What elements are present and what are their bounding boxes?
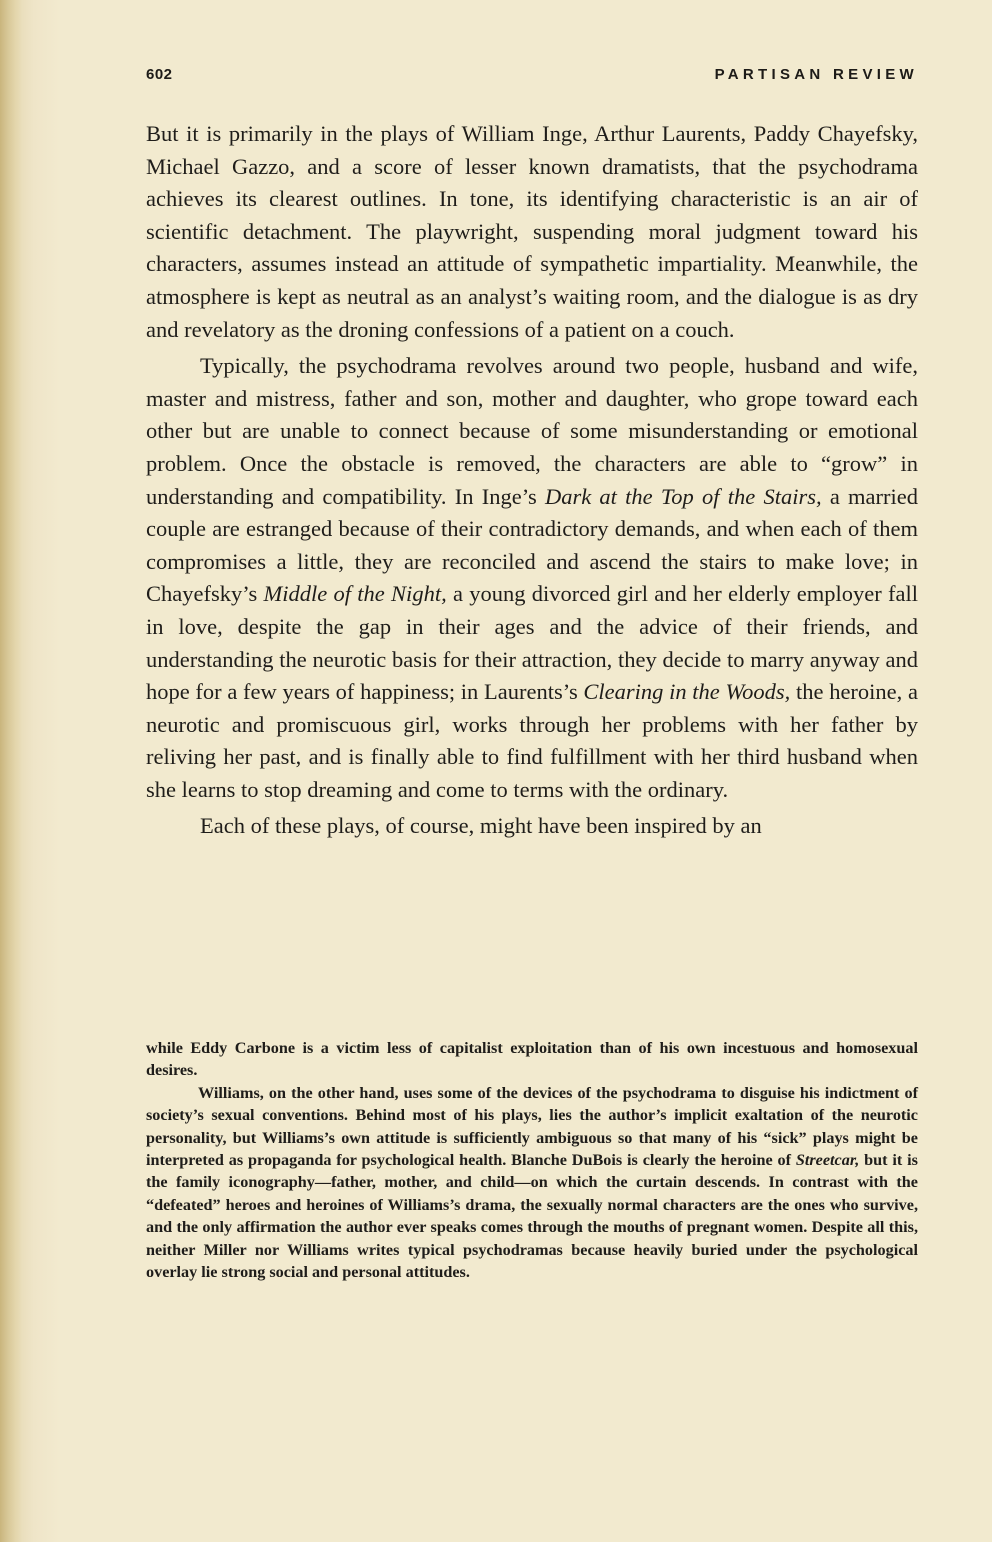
footnote-paragraph-2-part-b: but it is the family iconography—father, mother, and child—on which the curtain descends. In contrast with the “defeated” heroes and heroines of Williams’s drama, the sexually normal characters are the ones who survive, and the only affirmation the author ever speaks comes through the mouths of pregnant women. Despite all this, neither Miller nor Williams writes typical psychodramas because heavily buried under the psychological overlay lie strong social and personal attitudes. [146, 1151, 918, 1282]
footnote-paragraph-2 [146, 1082, 918, 1284]
footnote [146, 1037, 918, 1283]
page-number: 602 [146, 66, 173, 83]
page-header [146, 64, 918, 90]
play-title-middle-of-the-night: Middle of the Night, [263, 581, 447, 607]
page-binding-shadow [0, 0, 22, 1542]
paragraph-2 [146, 350, 918, 806]
paragraph-2-part-b: a married couple are estranged because of their contradictory demands, and when each of them compromises a little, they are reconciled and ascend the stairs to make love; in Chayefsky’s [146, 483, 919, 607]
running-head: PARTISAN REVIEW [714, 66, 918, 83]
play-title-clearing-in-the-woods: Clearing in the Woods, [583, 679, 791, 705]
play-title-streetcar: Streetcar, [795, 1151, 860, 1170]
footnote-paragraph-2-part-a: Williams, on the other hand, uses some of the devices of the psychodrama to disguise his indictment of society’s sexual conventions. Behind most of his plays, lies the author’s implicit exaltation of the neurotic personality, but Williams’s own attitude is sufficiently ambiguous so that many of his “sick” plays might be interpreted as propaganda for psychological health. Blanche DuBois is clearly the heroine of [146, 1083, 918, 1170]
play-title-dark-at-the-top: Dark at the Top of the Stairs, [544, 483, 822, 509]
footnote-paragraph-1: while Eddy Carbone is a victim less of capitalist exploitation than of his own incestuous and homosexual desires. [146, 1039, 918, 1080]
paragraph-2-part-a: Typically, the psychodrama revolves around two people, husband and wife, master and mistress, father and son, mother and daughter, who grope toward each other but are unable to connect because of some misunderstanding or emotional problem. Once the obstacle is removed, the characters are able to “grow” in understanding and compatibility. In Inge’s [146, 353, 918, 509]
paragraph-3: Each of these plays, of course, might have been inspired by an [200, 813, 762, 839]
paragraph-1: But it is primarily in the plays of William Inge, Arthur Laurents, Paddy Chayefsky, Michael Gazzo, and a score of lesser known dramatists, that the psychodrama achieves its clearest outlines. In tone, its identifying characteristic is an air of scientific detachment. The playwright, suspending moral judgment toward his characters, assumes instead an attitude of sympathetic impartiality. Meanwhile, the atmosphere is kept as neutral as an analyst’s waiting room, and the dialogue is as dry and revelatory as the droning confessions of a patient on a couch. [146, 121, 918, 342]
body-text [146, 118, 918, 843]
paragraph-2-part-d: the heroine, a neurotic and promiscuous girl, works through her problems with her father by reliving her past, and is finally able to find fulfillment with her third husband when she learns to stop dreaming and come to terms with the ordinary. [146, 679, 918, 802]
paragraph-2-part-c: a young divorced girl and her elderly employer fall in love, despite the gap in their ages and the advice of their friends, and understanding the neurotic basis for their attraction, they decide to marry anyway and hope for a few years of happiness; in Laurents’s [146, 581, 918, 705]
